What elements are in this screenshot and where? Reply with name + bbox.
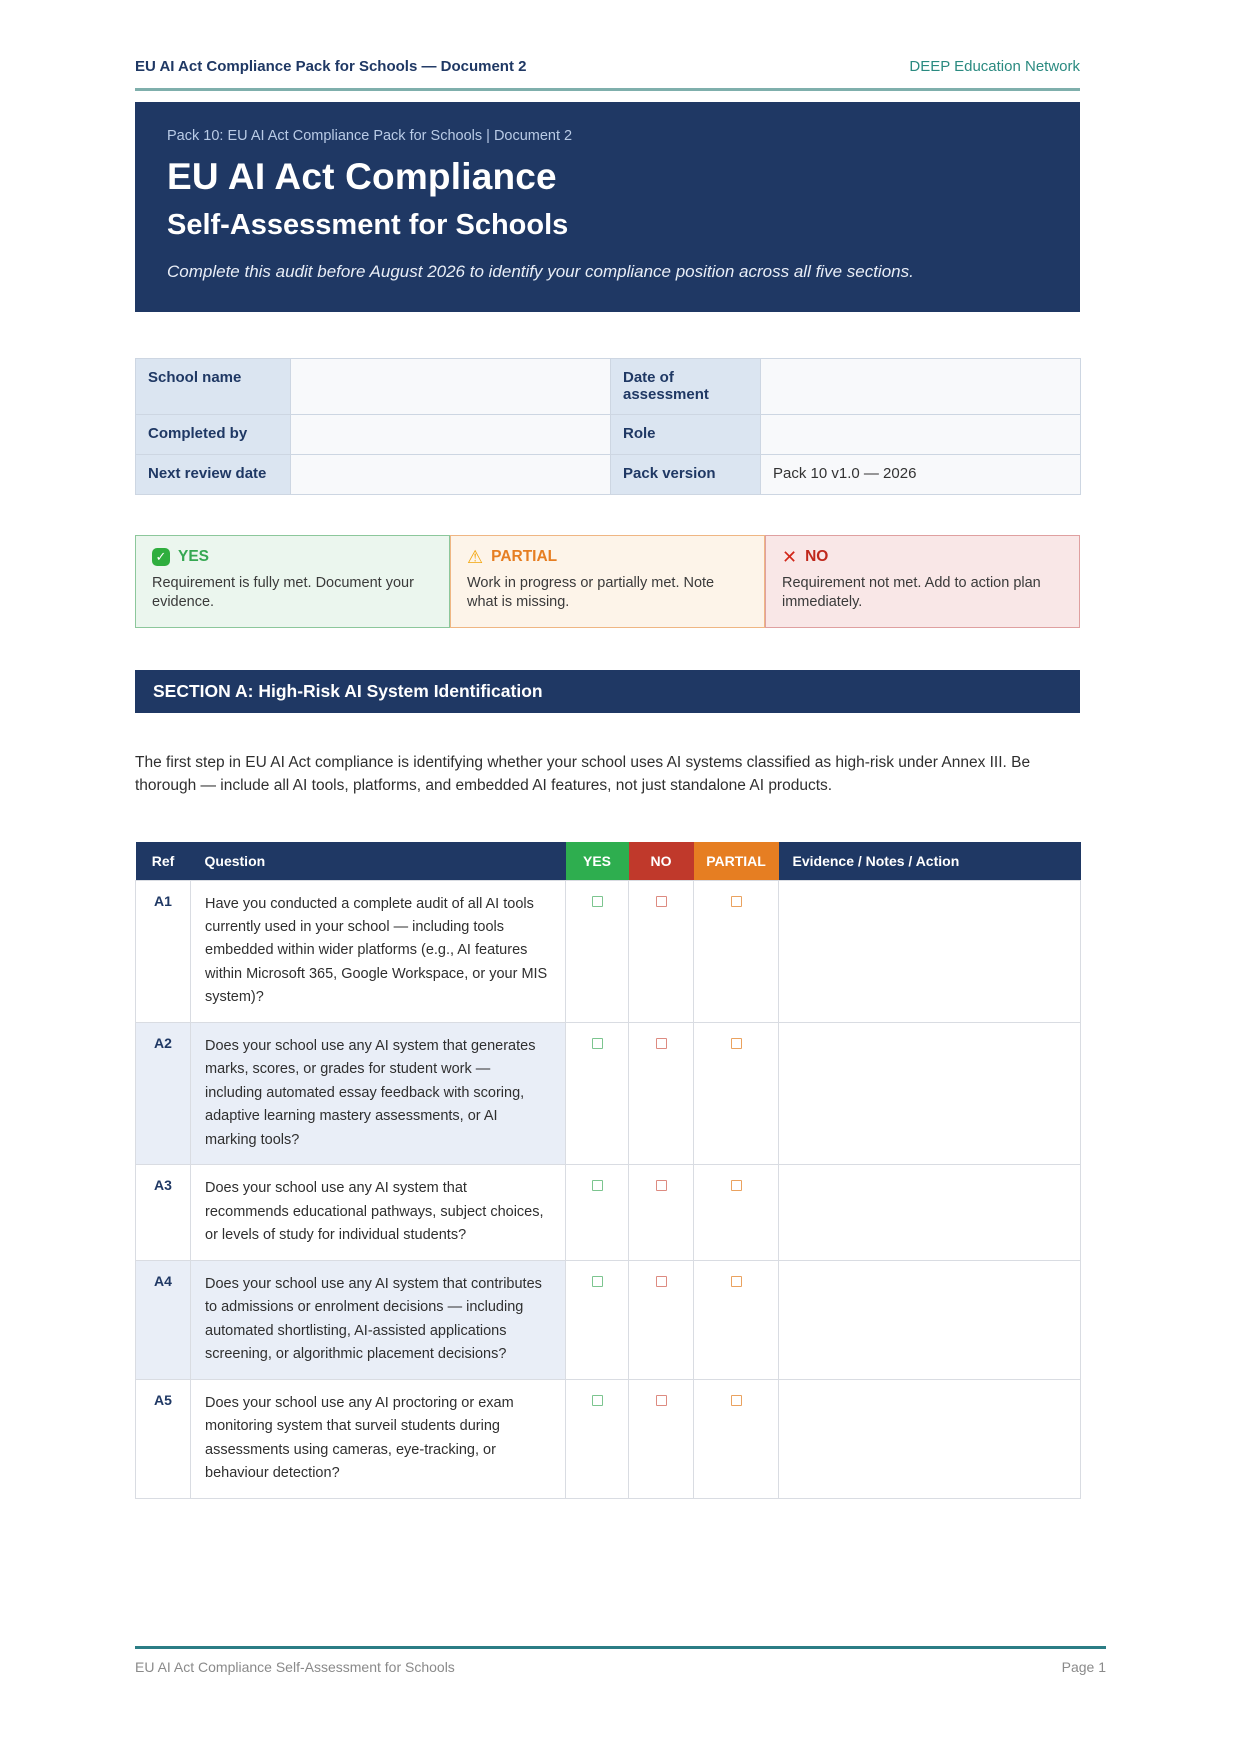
no-checkbox[interactable] — [656, 1276, 667, 1287]
table-row — [136, 358, 1081, 414]
checklist-header-row — [136, 842, 1081, 881]
partial-checkbox[interactable] — [731, 1180, 742, 1191]
running-header-doc-label: EU AI Act Compliance Pack for Schools — Document 2 — [135, 58, 527, 75]
question-text: Does your school use any AI proctoring or exam monitoring system that surveil students during assessments using cameras, eye-tracking, or behaviour detection? — [191, 1379, 566, 1498]
evidence-column-header: Evidence / Notes / Action — [779, 842, 1081, 881]
checklist-row — [136, 1165, 1081, 1260]
no-checkbox[interactable] — [656, 896, 667, 907]
completed-by-label: Completed by — [136, 414, 291, 454]
yes-cell — [566, 1260, 629, 1379]
checklist-row — [136, 1379, 1081, 1498]
next-review-date-label: Next review date — [136, 454, 291, 494]
pack-version-label: Pack version — [611, 454, 761, 494]
evidence-cell[interactable] — [779, 1022, 1081, 1164]
question-text: Have you conducted a complete audit of all AI tools currently used in your school — including tools embedded within wider platforms (e.g., AI features within Microsoft 365, Google Workspace, or your MIS system)? — [191, 880, 566, 1022]
no-column-header: NO — [629, 842, 694, 881]
partial-cell — [694, 1022, 779, 1164]
no-checkbox[interactable] — [656, 1395, 667, 1406]
assessment-info-table — [135, 358, 1081, 495]
running-header — [135, 0, 1080, 75]
section-a-checklist-table — [135, 842, 1081, 1499]
check-icon: ✓ — [152, 548, 170, 566]
answer-key-legend — [135, 535, 1080, 628]
page-footer — [135, 1646, 1106, 1675]
partial-cell — [694, 1165, 779, 1260]
question-ref: A5 — [136, 1379, 191, 1498]
legend-partial-description: Work in progress or partially met. Note what is missing. — [467, 574, 715, 611]
partial-checkbox[interactable] — [731, 1276, 742, 1287]
question-ref: A2 — [136, 1022, 191, 1164]
next-review-date-field[interactable] — [291, 454, 611, 494]
legend-no-description: Requirement not met. Add to action plan immediately. — [782, 574, 1041, 611]
role-field[interactable] — [761, 414, 1081, 454]
warning-icon: ⚠ — [467, 546, 484, 567]
header-divider — [135, 88, 1080, 91]
yes-column-header: YES — [566, 842, 629, 881]
footer-divider — [135, 1646, 1106, 1649]
footer-doc-title: EU AI Act Compliance Self-Assessment for Schools — [135, 1659, 455, 1675]
date-of-assessment-label: Date of assessment — [611, 358, 761, 414]
section-a-intro: The first step in EU AI Act compliance is identifying whether your school uses AI systems classified as high-risk under Annex III. Be thorough — include all AI tools, platforms, and embedded AI features, not just standalone AI products. — [135, 754, 1031, 795]
question-text: Does your school use any AI system that recommends educational pathways, subject choices, or levels of study for individual students? — [191, 1165, 566, 1260]
date-of-assessment-field[interactable] — [761, 358, 1081, 414]
yes-cell — [566, 1022, 629, 1164]
ref-column-header: Ref — [136, 842, 191, 881]
partial-cell — [694, 880, 779, 1022]
checklist-row — [136, 1260, 1081, 1379]
role-label: Role — [611, 414, 761, 454]
evidence-cell[interactable] — [779, 1379, 1081, 1498]
pack-version-value: Pack 10 v1.0 — 2026 — [761, 454, 1081, 494]
legend-no-title: NO — [805, 547, 829, 565]
legend-yes-box — [135, 535, 450, 628]
school-name-label: School name — [136, 358, 291, 414]
no-cell — [629, 1260, 694, 1379]
legend-partial-box — [450, 535, 765, 628]
banner-kicker: Pack 10: EU AI Act Compliance Pack for Schools | Document 2 — [167, 128, 573, 144]
partial-checkbox[interactable] — [731, 896, 742, 907]
partial-cell — [694, 1379, 779, 1498]
yes-cell — [566, 880, 629, 1022]
question-text: Does your school use any AI system that generates marks, scores, or grades for student work — including automated essay feedback with scoring, adaptive learning mastery assessments, or AI marking tools? — [191, 1022, 566, 1164]
legend-yes-description: Requirement is fully met. Document your evidence. — [152, 574, 414, 611]
section-a-header: SECTION A: High-Risk AI System Identification — [135, 670, 1080, 713]
evidence-cell[interactable] — [779, 1165, 1081, 1260]
checklist-row — [136, 880, 1081, 1022]
yes-cell — [566, 1379, 629, 1498]
page-number: Page 1 — [1061, 1659, 1106, 1675]
question-column-header: Question — [191, 842, 566, 881]
no-checkbox[interactable] — [656, 1038, 667, 1049]
no-cell — [629, 880, 694, 1022]
no-cell — [629, 1022, 694, 1164]
evidence-cell[interactable] — [779, 1260, 1081, 1379]
partial-checkbox[interactable] — [731, 1395, 742, 1406]
document-title: EU AI Act Compliance — [167, 156, 557, 197]
yes-checkbox[interactable] — [592, 1276, 603, 1287]
table-row — [136, 414, 1081, 454]
yes-cell — [566, 1165, 629, 1260]
question-text: Does your school use any AI system that contributes to admissions or enrolment decisions — including automated shortlisting, AI-assisted applications screening, or algorithmic placement decisions? — [191, 1260, 566, 1379]
no-cell — [629, 1379, 694, 1498]
question-ref: A4 — [136, 1260, 191, 1379]
partial-cell — [694, 1260, 779, 1379]
checklist-body — [136, 880, 1081, 1498]
document-subtitle: Self-Assessment for Schools — [167, 208, 569, 241]
legend-yes-title: YES — [178, 547, 210, 565]
legend-partial-title: PARTIAL — [491, 547, 558, 565]
question-ref: A3 — [136, 1165, 191, 1260]
legend-no-box — [765, 535, 1080, 628]
yes-checkbox[interactable] — [592, 1395, 603, 1406]
partial-column-header: PARTIAL — [694, 842, 779, 881]
partial-checkbox[interactable] — [731, 1038, 742, 1049]
x-icon: ✕ — [782, 546, 798, 567]
completed-by-field[interactable] — [291, 414, 611, 454]
yes-checkbox[interactable] — [592, 1180, 603, 1191]
yes-checkbox[interactable] — [592, 896, 603, 907]
no-cell — [629, 1165, 694, 1260]
checklist-row — [136, 1022, 1081, 1164]
evidence-cell[interactable] — [779, 880, 1081, 1022]
no-checkbox[interactable] — [656, 1180, 667, 1191]
banner-tagline: Complete this audit before August 2026 to identify your compliance position across all five sections. — [167, 261, 914, 281]
question-ref: A1 — [136, 880, 191, 1022]
title-banner — [135, 102, 1080, 312]
table-row — [136, 454, 1081, 494]
brand-name: DEEP Education Network — [909, 58, 1080, 75]
yes-checkbox[interactable] — [592, 1038, 603, 1049]
school-name-field[interactable] — [291, 358, 611, 414]
